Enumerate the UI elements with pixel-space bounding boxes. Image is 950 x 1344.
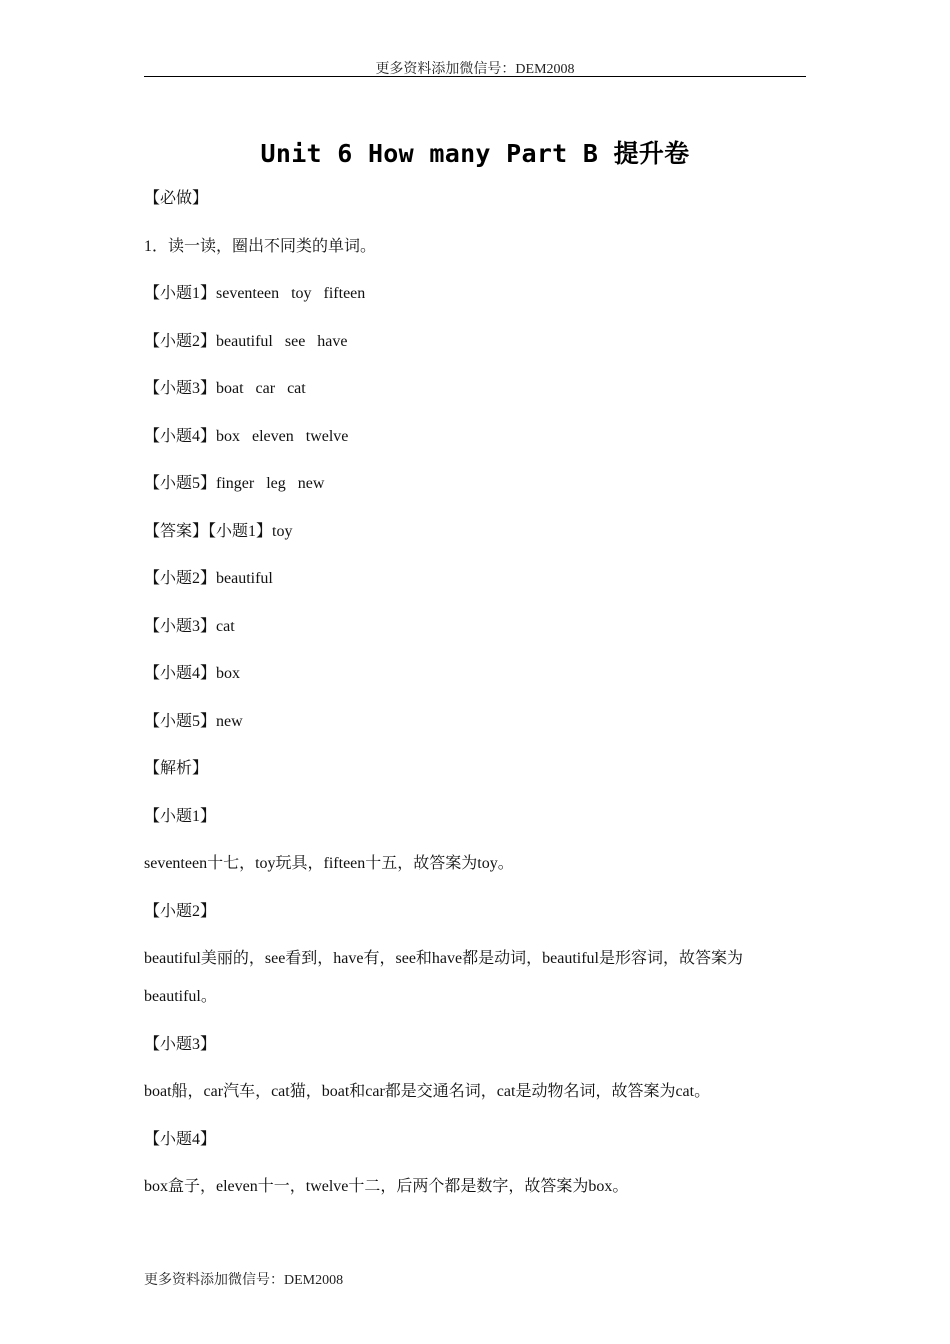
sub-question-2: 【小题2】beautiful see have bbox=[144, 332, 348, 350]
page-footer: 更多资料添加微信号：DEM2008 bbox=[144, 1273, 344, 1288]
sub-question-4: 【小题4】box eleven twelve bbox=[144, 427, 349, 445]
answer-2: 【小题2】beautiful bbox=[144, 570, 273, 587]
analysis-heading-1: 【小题1】 bbox=[144, 807, 217, 825]
document-body bbox=[144, 180, 806, 1216]
analysis-text-3: boat船，car汽车，cat猫，boat和car都是交通名词，cat是动物名词，故答案为cat。 bbox=[144, 1083, 711, 1100]
answer-3: 【小题3】cat bbox=[144, 617, 235, 635]
section-label-required: 【必做】 bbox=[144, 190, 209, 207]
sub-question-5: 【小题5】finger leg new bbox=[144, 475, 325, 492]
sub-question-3: 【小题3】boat car cat bbox=[144, 380, 306, 397]
analysis-heading-4: 【小题4】 bbox=[144, 1130, 217, 1148]
header-divider bbox=[144, 76, 806, 77]
analysis-text-2: beautiful美丽的，see看到，have有，see和have都是动词，beautiful是形容词，故答案为beautiful。 bbox=[144, 950, 744, 1005]
answer-4: 【小题4】box bbox=[144, 665, 241, 682]
question-instruction: 1．读一读，圈出不同类的单词。 bbox=[144, 237, 377, 255]
answer-1: 【答案】【小题1】toy bbox=[144, 522, 293, 540]
analysis-label: 【解析】 bbox=[144, 760, 209, 777]
header-text: 更多资料添加微信号：DEM2008 bbox=[375, 62, 575, 77]
answer-5: 【小题5】new bbox=[144, 712, 243, 730]
analysis-text-4: box盒子，eleven十一，twelve十二，后两个都是数字，故答案为box。 bbox=[144, 1178, 629, 1195]
analysis-heading-3: 【小题3】 bbox=[144, 1035, 217, 1053]
analysis-heading-2: 【小题2】 bbox=[144, 902, 217, 920]
document-title: Unit 6 How many Part B 提升卷 bbox=[260, 139, 690, 168]
analysis-text-1: seventeen十七，toy玩具，fifteen十五，故答案为toy。 bbox=[144, 855, 514, 872]
sub-question-1: 【小题1】seventeen toy fifteen bbox=[144, 285, 366, 302]
